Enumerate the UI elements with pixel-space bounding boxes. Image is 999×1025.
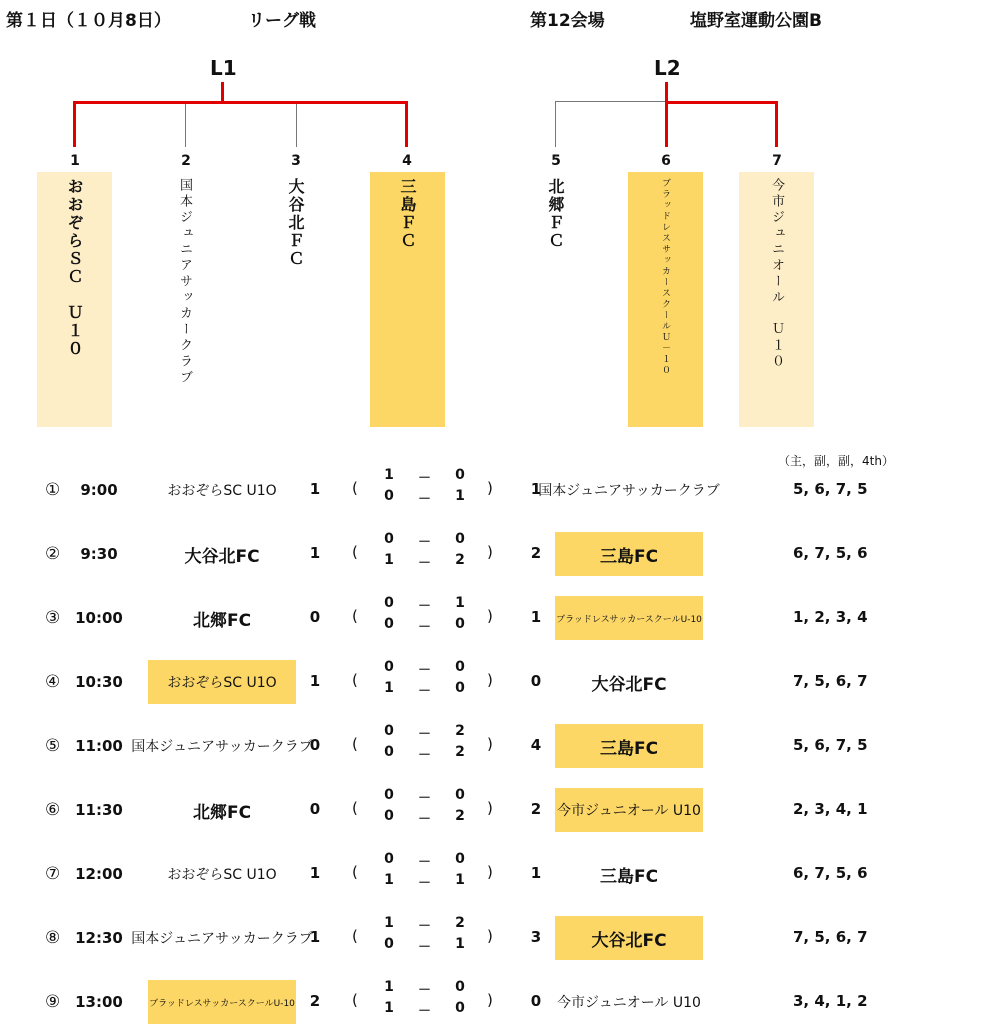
half2-score-a: 0 [384, 744, 394, 760]
score-b: 4 [530, 736, 542, 754]
match-row [0, 723, 999, 769]
bracket-line [665, 101, 668, 147]
match-time: 11:00 [75, 737, 123, 755]
score-a: 1 [309, 928, 321, 946]
score-b: 0 [530, 992, 542, 1010]
team-number: 7 [772, 153, 782, 169]
team-b-name: 三島FC [599, 866, 659, 887]
team-number: 6 [661, 153, 671, 169]
dash: － [418, 727, 432, 742]
half2-score-b: 0 [455, 1000, 465, 1016]
half1-score-b: 2 [455, 915, 465, 931]
paren-close: ) [487, 927, 493, 945]
match-time: 12:00 [75, 865, 123, 883]
paren-close: ) [487, 607, 493, 625]
half1-score-a: 0 [384, 851, 394, 867]
half1-score-a: 1 [384, 467, 394, 483]
match-number: ⑥ [45, 800, 61, 820]
match-row [0, 467, 999, 513]
half2-score-a: 1 [384, 1000, 394, 1016]
match-number: ③ [45, 608, 61, 628]
paren-close: ) [487, 735, 493, 753]
team-a-name: おおぞらSC U1O [167, 483, 277, 499]
score-b: 1 [530, 480, 542, 498]
half1-score-b: 0 [455, 851, 465, 867]
team-a [131, 724, 313, 768]
paren-open: ( [352, 543, 358, 561]
team-number: 1 [70, 153, 80, 169]
score-b: 3 [530, 928, 542, 946]
dash: － [418, 535, 432, 550]
venue-name: 塩野室運動公園B [690, 11, 822, 31]
team-b [555, 788, 703, 832]
paren-close: ) [487, 479, 493, 497]
half2-score-a: 1 [384, 872, 394, 888]
referee-roles: 7, 5, 6, 7 [793, 672, 868, 690]
team-name: 今市ジュニオール Ｕ１０ [769, 178, 784, 370]
paren-close: ) [487, 863, 493, 881]
half1-score-b: 0 [455, 467, 465, 483]
match-number: ⑦ [45, 864, 61, 884]
half1-score-b: 0 [455, 979, 465, 995]
team-a [148, 660, 296, 704]
half2-score-b: 1 [455, 488, 465, 504]
format-title: リーグ戦 [248, 11, 316, 31]
team-b-name: 今市ジュニオール U10 [557, 995, 701, 1011]
match-number: ① [45, 480, 61, 500]
match-time: 9:00 [80, 481, 118, 499]
team-b [555, 660, 703, 704]
half1-score-a: 0 [384, 723, 394, 739]
score-a: 2 [309, 992, 321, 1010]
half2-score-b: 0 [455, 680, 465, 696]
half2-score-a: 1 [384, 552, 394, 568]
match-time: 10:30 [75, 673, 123, 691]
referee-roles: 5, 6, 7, 5 [793, 736, 868, 754]
score-a: 1 [309, 544, 321, 562]
team-box-1 [37, 172, 112, 427]
dash: － [418, 855, 432, 870]
match-time: 12:30 [75, 929, 123, 947]
team-b [555, 980, 703, 1024]
team-a [148, 980, 296, 1024]
half2-score-a: 1 [384, 680, 394, 696]
team-b-name: 三島FC [599, 738, 659, 759]
bracket-line [405, 101, 408, 147]
half2-score-b: 1 [455, 872, 465, 888]
dash: － [418, 684, 432, 699]
score-b: 2 [530, 544, 542, 562]
dash: － [418, 983, 432, 998]
dash: － [418, 556, 432, 571]
team-a [148, 596, 296, 640]
paren-close: ) [487, 543, 493, 561]
score-a: 1 [309, 864, 321, 882]
half1-score-b: 2 [455, 723, 465, 739]
half2-score-b: 2 [455, 552, 465, 568]
match-number: ⑧ [45, 928, 61, 948]
team-b-name: 大谷北FC [591, 930, 667, 951]
referee-roles: 6, 7, 5, 6 [793, 864, 868, 882]
paren-open: ( [352, 735, 358, 753]
venue-number: 第12会場 [530, 11, 605, 31]
team-box-3 [258, 172, 333, 427]
day-title: 第１日（１０月8日） [6, 11, 171, 31]
team-b-name: 国本ジュニアサッカークラブ [538, 483, 720, 499]
team-box-2 [147, 172, 222, 427]
paren-open: ( [352, 479, 358, 497]
referee-roles: 5, 6, 7, 5 [793, 480, 868, 498]
team-name: おおぞらＳＣ Ｕ１０ [65, 178, 84, 358]
half2-score-b: 2 [455, 808, 465, 824]
team-b [555, 852, 703, 896]
score-b: 1 [530, 608, 542, 626]
match-number: ② [45, 544, 61, 564]
bracket-line [665, 82, 668, 102]
referee-roles: 7, 5, 6, 7 [793, 928, 868, 946]
paren-open: ( [352, 927, 358, 945]
bracket-line [555, 101, 666, 102]
paren-close: ) [487, 991, 493, 1009]
league-label-l1: L1 [210, 56, 237, 80]
team-a-name: おおぞらSC U1O [167, 867, 277, 883]
half1-score-a: 1 [384, 979, 394, 995]
half1-score-b: 1 [455, 595, 465, 611]
half1-score-a: 0 [384, 531, 394, 547]
match-number: ⑤ [45, 736, 61, 756]
team-number: 2 [181, 153, 191, 169]
half2-score-a: 0 [384, 808, 394, 824]
match-row [0, 979, 999, 1025]
half2-score-b: 1 [455, 936, 465, 952]
dash: － [418, 620, 432, 635]
team-a-name: 国本ジュニアサッカークラブ [131, 739, 313, 755]
dash: － [418, 471, 432, 486]
bracket-line [665, 101, 778, 104]
dash: － [418, 599, 432, 614]
score-b: 1 [530, 864, 542, 882]
score-a: 1 [309, 672, 321, 690]
team-a-name: 北郷FC [192, 610, 252, 631]
match-row [0, 531, 999, 577]
team-name: 北郷ＦＣ [546, 178, 565, 250]
team-b-name: ブラッドレスサッカースクールU-10 [556, 614, 702, 625]
match-row [0, 595, 999, 641]
score-b: 0 [530, 672, 542, 690]
match-time: 13:00 [75, 993, 123, 1011]
bracket-line [555, 101, 556, 147]
paren-open: ( [352, 671, 358, 689]
bracket-line [221, 82, 224, 102]
bracket-line [73, 101, 76, 147]
match-row [0, 659, 999, 705]
referee-roles: 6, 7, 5, 6 [793, 544, 868, 562]
half1-score-a: 0 [384, 659, 394, 675]
bracket-line [775, 101, 778, 147]
bracket-line [185, 104, 186, 147]
team-a [148, 468, 296, 512]
half1-score-a: 0 [384, 595, 394, 611]
dash: － [418, 919, 432, 934]
match-number: ⑨ [45, 992, 61, 1012]
bracket-line [296, 104, 297, 147]
paren-open: ( [352, 607, 358, 625]
paren-open: ( [352, 863, 358, 881]
half1-score-b: 0 [455, 531, 465, 547]
referee-roles: 2, 3, 4, 1 [793, 800, 868, 818]
team-box-7 [739, 172, 814, 427]
team-a [148, 788, 296, 832]
team-a [148, 852, 296, 896]
referee-roles: 1, 2, 3, 4 [793, 608, 868, 626]
team-b [555, 532, 703, 576]
dash: － [418, 492, 432, 507]
half2-score-a: 0 [384, 936, 394, 952]
dash: － [418, 1004, 432, 1019]
team-b [538, 468, 720, 512]
match-row [0, 915, 999, 961]
half1-score-b: 0 [455, 659, 465, 675]
half1-score-a: 0 [384, 787, 394, 803]
score-a: 1 [309, 480, 321, 498]
match-time: 10:00 [75, 609, 123, 627]
dash: － [418, 748, 432, 763]
referee-roles: 3, 4, 1, 2 [793, 992, 868, 1010]
team-box-4 [370, 172, 445, 427]
bracket-line [73, 101, 408, 104]
match-number: ④ [45, 672, 61, 692]
match-row [0, 787, 999, 833]
team-a-name: 大谷北FC [184, 546, 260, 567]
team-a-name: おおぞらSC U1O [167, 675, 277, 691]
team-a [148, 532, 296, 576]
team-number: 3 [291, 153, 301, 169]
team-b [555, 596, 703, 640]
team-number: 4 [402, 153, 412, 169]
roles-header: （主，副，副，4th） [778, 454, 894, 468]
team-box-5 [518, 172, 593, 427]
paren-open: ( [352, 799, 358, 817]
score-a: 0 [309, 608, 321, 626]
team-b-name: 大谷北FC [591, 674, 667, 695]
paren-open: ( [352, 991, 358, 1009]
match-time: 9:30 [80, 545, 118, 563]
team-name: 国本ジュニアサッカークラブ [177, 178, 192, 386]
dash: － [418, 812, 432, 827]
team-number: 5 [551, 153, 561, 169]
dash: － [418, 940, 432, 955]
score-a: 0 [309, 800, 321, 818]
score-a: 0 [309, 736, 321, 754]
league-label-l2: L2 [654, 56, 681, 80]
dash: － [418, 791, 432, 806]
half2-score-a: 0 [384, 488, 394, 504]
dash: － [418, 876, 432, 891]
half1-score-a: 1 [384, 915, 394, 931]
half2-score-b: 0 [455, 616, 465, 632]
team-name: ブラッドレスサッカースクールＵ－１０ [660, 178, 670, 376]
team-a [131, 916, 313, 960]
half1-score-b: 0 [455, 787, 465, 803]
team-name: 大谷北ＦＣ [286, 178, 305, 268]
team-a-name: 北郷FC [192, 802, 252, 823]
match-row [0, 851, 999, 897]
paren-close: ) [487, 799, 493, 817]
match-time: 11:30 [75, 801, 123, 819]
half2-score-b: 2 [455, 744, 465, 760]
team-name: 三島ＦＣ [398, 178, 417, 250]
team-b [555, 724, 703, 768]
team-b-name: 今市ジュニオール U10 [557, 803, 701, 819]
team-b-name: 三島FC [599, 546, 659, 567]
score-b: 2 [530, 800, 542, 818]
team-a-name: ブラッドレスサッカースクールU-10 [149, 998, 295, 1009]
team-a-name: 国本ジュニアサッカークラブ [131, 931, 313, 947]
paren-close: ) [487, 671, 493, 689]
team-box-6 [628, 172, 703, 427]
half2-score-a: 0 [384, 616, 394, 632]
dash: － [418, 663, 432, 678]
team-b [555, 916, 703, 960]
